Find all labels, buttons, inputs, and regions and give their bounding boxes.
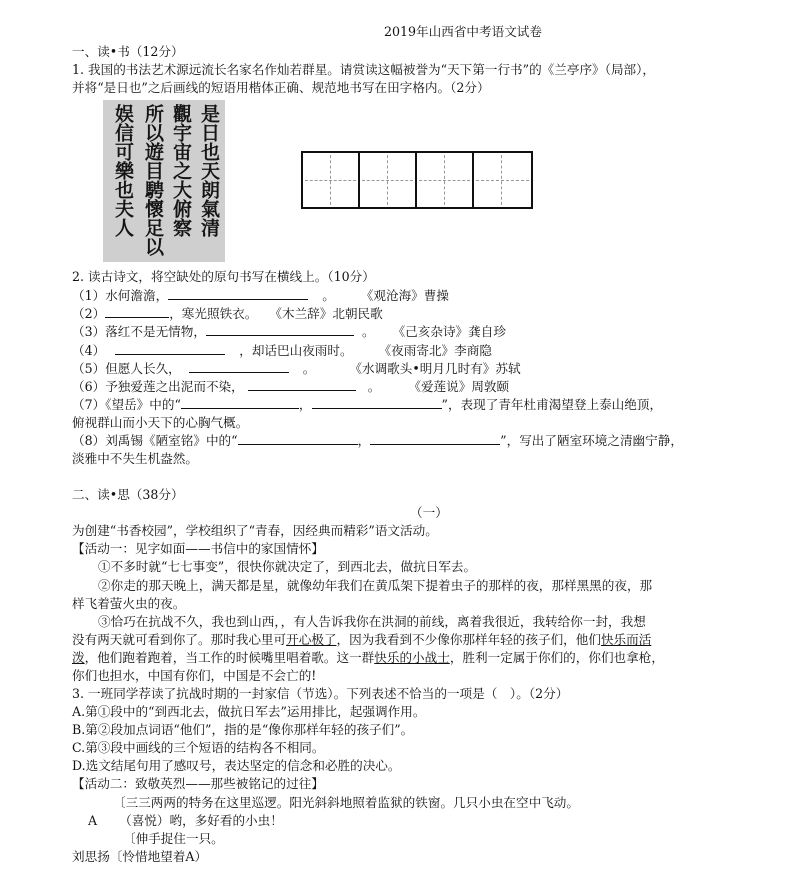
item-text: ，	[357, 433, 371, 448]
answer-blank[interactable]	[312, 396, 442, 409]
item-text: （1）水何澹澹，	[72, 288, 169, 303]
grid-cell[interactable]	[360, 153, 417, 207]
letter-para-3a: ③恰巧在抗战不久，我也到山西，，有人告诉我你在洪洞的前线，离着我很近，我转给你一封，我想	[98, 614, 646, 629]
item-source: 《木兰辞》北朝民歌	[269, 306, 383, 321]
letter-para-2a: ②你走的那天晚上，满天都是星，就像幼年我们在黄瓜架下提着虫子的那样的夜，那样黑黑的夜，那	[98, 578, 653, 593]
item-source: 《水调歌头•明月几时有》苏轼	[349, 361, 521, 376]
answer-blank[interactable]	[206, 323, 354, 336]
poem-item-4	[72, 342, 492, 359]
answer-blank[interactable]	[238, 432, 358, 445]
option-b[interactable]: B.第②段加点词语“他们”，指的是“像你那样年轻的孩子们”。	[72, 722, 414, 737]
item-text: ”，写出了陋室环境之清幽宁静，	[500, 433, 683, 448]
script-line-1: 〔三三两两的特务在这里巡逻。阳光斜斜地照着监狱的铁窗。几只小虫在空中飞动。	[113, 795, 579, 810]
letter-para-1: ①不多时就“七七事变”，很快你就决定了，到西北去，做抗日军去。	[98, 559, 477, 574]
letter-text: ，他们跑着跑着，当工作的时候嘴里唱着歌。这一群	[84, 650, 375, 665]
section1-heading: 一、读•书（12分）	[72, 44, 184, 59]
calligraphy-column: 娱信可樂也夫人	[112, 104, 134, 237]
item-text: 。	[322, 288, 335, 303]
grid-cell[interactable]	[474, 153, 531, 207]
calligraphy-column: 觀宇宙之大俯察	[170, 104, 192, 237]
calligraphy-column: 是日也天朗氣清	[198, 104, 220, 237]
poem-item-1	[72, 287, 449, 304]
script-line-2	[88, 812, 283, 829]
underlined-phrase: 快乐的小战士	[374, 650, 450, 665]
answer-blank[interactable]	[189, 360, 289, 373]
calligraphy-image	[103, 100, 225, 262]
letter-text: ，胜利一定属于你们的，你们也拿枪，	[449, 650, 664, 665]
letter-para-3d: 你们也担水，中国有你们，中国是不会亡的!	[72, 668, 317, 683]
underlined-phrase: 快乐而活	[600, 632, 652, 647]
item-source: 《爱莲说》周敦颐	[408, 379, 510, 394]
answer-blank[interactable]	[370, 432, 500, 445]
poem-item-2	[72, 305, 383, 322]
activity-1-title: 【活动一：见字如面——书信中的家国情怀】	[72, 541, 324, 556]
item-text: （8）刘禹锡《陋室铭》中的“	[72, 433, 238, 448]
letter-para-2b: 样飞着萤火虫的夜。	[72, 596, 186, 611]
item-text: 。	[302, 361, 316, 376]
letter-text: 没有两天就可看到你了。那时我心里可	[72, 632, 287, 647]
q2-title: 2. 读古诗文，将空缺处的原句书写在横线上。（10分）	[72, 269, 375, 284]
calligraphy-column: 所以遊目騁懷足以	[142, 104, 164, 256]
item-text: 。	[367, 379, 381, 394]
grid-cell[interactable]	[417, 153, 474, 207]
item-text: （4）	[72, 343, 106, 358]
item-text: （7）《望岳》中的“	[72, 397, 181, 412]
item-text: ，却话巴山夜雨时。	[239, 343, 353, 358]
section2-heading: 二、读•思（38分）	[72, 487, 184, 502]
subsection-marker: （一）	[410, 505, 448, 520]
poem-item-5	[72, 360, 521, 377]
item-text: ，	[298, 397, 312, 412]
item-text: （5）但愿人长久，	[72, 361, 181, 376]
option-d[interactable]: D.选文结尾句用了感叹号，表达坚定的信念和必胜的决心。	[72, 758, 401, 773]
item-text: （2）	[72, 306, 106, 321]
poem-item-6	[72, 378, 509, 395]
letter-para-3c	[72, 649, 664, 666]
question-3: 3. 一班同学荐读了抗战时期的一封家信（节选）。下列表述不恰当的一项是（ ）。（2分）	[72, 686, 569, 701]
grid-cell[interactable]	[303, 153, 360, 207]
doc-title: 2019年山西省中考语文试卷	[384, 24, 542, 39]
q1-line1: 1. 我国的书法艺术源远流长名家名作灿若群星。请赏读这幅被誉为“天下第一行书”的《兰亭序》（局部），	[72, 62, 656, 77]
activity-2-title: 【活动二：致敬英烈——那些被铭记的过往】	[72, 776, 324, 791]
option-c[interactable]: C.第③段中画线的三个短语的结构各不相同。	[72, 740, 325, 755]
activity-intro: 为创建“书香校园”，学校组织了“青春，因经典而精彩”语文活动。	[72, 523, 438, 538]
script-text: （喜悦）哟，多好看的小虫！	[119, 813, 283, 828]
script-line-4: 刘思扬〔怜惜地望着A）	[72, 849, 208, 864]
letter-para-3b	[72, 631, 651, 648]
poem-item-8	[72, 432, 683, 449]
answer-blank[interactable]	[248, 378, 356, 391]
item-source: 《夜雨寄北》李商隐	[378, 343, 492, 358]
underlined-phrase: 泼	[72, 650, 85, 665]
poem-item-8-cont: 淡雅中不失生机盎然。	[72, 451, 198, 466]
item-text: ，寒光照铁衣。	[169, 306, 258, 321]
item-text: （6）予独爱莲之出泥而不染，	[72, 379, 244, 394]
item-source: 《观沧海》曹操	[360, 288, 449, 303]
answer-blank[interactable]	[105, 305, 169, 318]
tianzi-grid[interactable]	[301, 151, 533, 209]
script-line-3: 〔伸手捉住一只。	[123, 831, 224, 846]
underlined-phrase: 开心极了	[286, 632, 337, 647]
item-text: （3）落红不是无情物，	[72, 324, 206, 339]
answer-blank[interactable]	[168, 287, 308, 300]
item-text: ”，表现了青年杜甫渴望登上泰山绝顶，	[441, 397, 663, 412]
option-a[interactable]: A.第①段中的“到西北去，做抗日军去”运用排比，起强调作用。	[72, 704, 426, 719]
poem-item-7-cont: 俯视群山而小天下的心胸气概。	[72, 415, 249, 430]
item-source: 《己亥杂诗》龚自珍	[392, 324, 506, 339]
script-role: A	[88, 813, 98, 828]
poem-item-7	[72, 396, 662, 413]
answer-blank[interactable]	[115, 342, 225, 355]
item-text: 。	[361, 324, 375, 339]
letter-text: ，因为我看到不少像你那样年轻的孩子们，他们	[336, 632, 601, 647]
poem-item-3	[72, 323, 506, 340]
q1-line2: 并将“是日也”之后画线的短语用楷体正确、规范地书写在田字格内。（2分）	[72, 80, 490, 95]
answer-blank[interactable]	[181, 396, 299, 409]
